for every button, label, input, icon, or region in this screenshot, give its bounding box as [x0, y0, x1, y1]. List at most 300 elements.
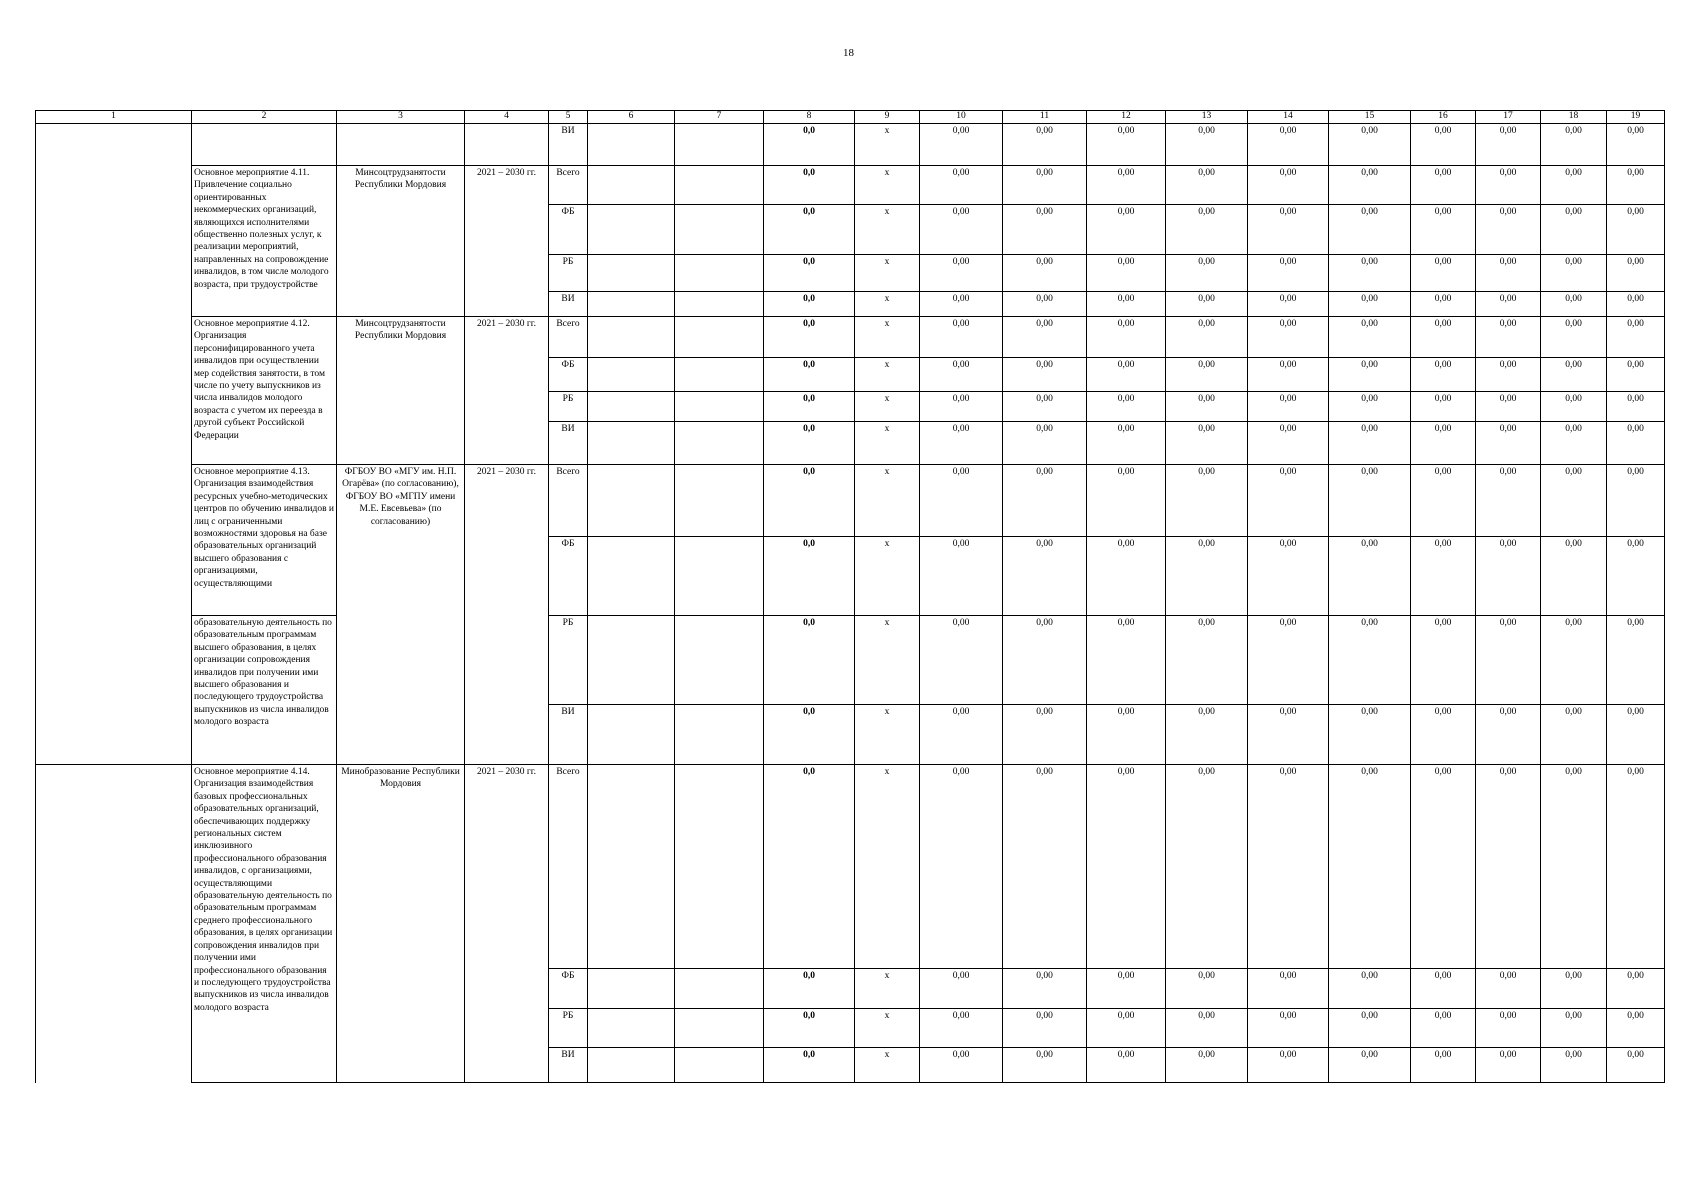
- source-cell: Всего: [549, 765, 588, 969]
- executor-cell: [337, 124, 465, 166]
- value-cell: 0,0: [764, 705, 855, 765]
- empty-cell: [588, 1048, 675, 1083]
- value-cell: 0,00: [920, 537, 1003, 616]
- value-cell: 0,00: [1541, 392, 1607, 422]
- value-cell: 0,0: [764, 292, 855, 317]
- value-cell: 0,00: [1411, 166, 1476, 205]
- value-cell: 0,00: [920, 1048, 1003, 1083]
- value-cell: 0,00: [1087, 616, 1166, 705]
- empty-cell: [675, 705, 764, 765]
- source-cell: РБ: [549, 392, 588, 422]
- value-cell: 0,0: [764, 255, 855, 292]
- value-cell: 0,0: [764, 765, 855, 969]
- header-row: [36, 111, 1665, 124]
- value-cell: х: [855, 317, 920, 358]
- value-cell: 0,00: [1541, 705, 1607, 765]
- value-cell: 0,00: [1541, 358, 1607, 392]
- value-cell: 0,00: [1248, 765, 1329, 969]
- table-row: [36, 166, 1665, 205]
- value-cell: 0,00: [1607, 765, 1665, 969]
- empty-cell: [588, 465, 675, 537]
- value-cell: 0,00: [1329, 465, 1411, 537]
- value-cell: 0,00: [1087, 292, 1166, 317]
- value-cell: 0,00: [1607, 705, 1665, 765]
- value-cell: 0,00: [1087, 537, 1166, 616]
- column1-cell: [36, 765, 192, 1083]
- value-cell: 0,00: [1166, 166, 1248, 205]
- header-cell: 16: [1411, 111, 1476, 124]
- value-cell: 0,00: [1411, 392, 1476, 422]
- value-cell: 0,00: [1329, 705, 1411, 765]
- value-cell: х: [855, 166, 920, 205]
- value-cell: 0,00: [1476, 465, 1541, 537]
- header-cell: 18: [1541, 111, 1607, 124]
- value-cell: 0,00: [1476, 205, 1541, 255]
- header-cell: 10: [920, 111, 1003, 124]
- value-cell: 0,00: [1087, 1048, 1166, 1083]
- value-cell: 0,00: [1411, 465, 1476, 537]
- value-cell: 0,0: [764, 317, 855, 358]
- value-cell: 0,00: [1329, 205, 1411, 255]
- value-cell: 0,00: [1087, 969, 1166, 1009]
- period-cell: 2021 – 2030 гг.: [465, 765, 549, 1083]
- value-cell: 0,00: [1248, 705, 1329, 765]
- value-cell: 0,0: [764, 465, 855, 537]
- empty-cell: [675, 969, 764, 1009]
- value-cell: 0,00: [1003, 255, 1087, 292]
- source-cell: ФБ: [549, 205, 588, 255]
- value-cell: 0,00: [1329, 358, 1411, 392]
- source-cell: ВИ: [549, 292, 588, 317]
- empty-cell: [588, 1009, 675, 1048]
- value-cell: 0,00: [1476, 292, 1541, 317]
- value-cell: х: [855, 969, 920, 1009]
- value-cell: 0,00: [1248, 422, 1329, 465]
- value-cell: 0,00: [1329, 292, 1411, 317]
- value-cell: 0,00: [920, 255, 1003, 292]
- value-cell: 0,00: [1166, 765, 1248, 969]
- empty-cell: [675, 422, 764, 465]
- empty-cell: [588, 292, 675, 317]
- value-cell: 0,00: [1541, 317, 1607, 358]
- empty-cell: [588, 317, 675, 358]
- empty-cell: [675, 292, 764, 317]
- value-cell: 0,00: [1541, 205, 1607, 255]
- value-cell: 0,00: [1248, 1048, 1329, 1083]
- value-cell: 0,00: [1087, 205, 1166, 255]
- budget-table: [35, 110, 1665, 1083]
- empty-cell: [588, 392, 675, 422]
- value-cell: 0,0: [764, 537, 855, 616]
- value-cell: 0,00: [1541, 1009, 1607, 1048]
- page-number: 18: [843, 47, 854, 59]
- header-cell: 4: [465, 111, 549, 124]
- empty-cell: [675, 1009, 764, 1048]
- value-cell: х: [855, 422, 920, 465]
- value-cell: 0,00: [1166, 422, 1248, 465]
- value-cell: 0,00: [1476, 537, 1541, 616]
- value-cell: 0,00: [1607, 255, 1665, 292]
- value-cell: 0,00: [920, 705, 1003, 765]
- measure-name-cell: Основное мероприятие 4.14. Организация взаимодействия базовых профессиональных образовательных организаций, обеспечивающих поддержку региональных систем инклюзивного профессионального образования инвалидов, с организациями, осуществляющими образовательную деятельность по образовательным программам среднего профессионального образования, в целях организации сопровождения инвалидов при получении ими профессионального образования и последующего трудоустройства выпускников из числа инвалидов молодого возраста: [192, 765, 337, 1083]
- source-cell: Всего: [549, 317, 588, 358]
- period-cell: 2021 – 2030 гг.: [465, 317, 549, 465]
- value-cell: 0,00: [1476, 765, 1541, 969]
- value-cell: 0,00: [1476, 422, 1541, 465]
- header-cell: 7: [675, 111, 764, 124]
- value-cell: 0,00: [1329, 1048, 1411, 1083]
- value-cell: 0,00: [1476, 166, 1541, 205]
- value-cell: 0,00: [1248, 255, 1329, 292]
- source-cell: ФБ: [549, 969, 588, 1009]
- value-cell: 0,00: [1003, 124, 1087, 166]
- value-cell: 0,00: [1087, 317, 1166, 358]
- value-cell: 0,0: [764, 166, 855, 205]
- value-cell: 0,00: [1087, 166, 1166, 205]
- value-cell: 0,00: [1248, 537, 1329, 616]
- empty-cell: [588, 616, 675, 705]
- value-cell: 0,00: [1476, 255, 1541, 292]
- value-cell: 0,00: [920, 465, 1003, 537]
- value-cell: 0,00: [1248, 166, 1329, 205]
- value-cell: х: [855, 537, 920, 616]
- empty-cell: [675, 616, 764, 705]
- source-cell: ВИ: [549, 705, 588, 765]
- value-cell: 0,00: [920, 292, 1003, 317]
- empty-cell: [588, 765, 675, 969]
- value-cell: 0,00: [1003, 616, 1087, 705]
- value-cell: 0,00: [1607, 1048, 1665, 1083]
- empty-cell: [675, 166, 764, 205]
- empty-cell: [675, 537, 764, 616]
- value-cell: 0,00: [920, 422, 1003, 465]
- value-cell: 0,00: [1329, 317, 1411, 358]
- value-cell: 0,00: [1087, 1009, 1166, 1048]
- value-cell: 0,00: [1003, 465, 1087, 537]
- measure-name-cell: [192, 124, 337, 166]
- value-cell: 0,00: [1166, 1048, 1248, 1083]
- value-cell: х: [855, 465, 920, 537]
- empty-cell: [588, 255, 675, 292]
- value-cell: 0,00: [1541, 124, 1607, 166]
- value-cell: 0,00: [1003, 392, 1087, 422]
- value-cell: 0,00: [1607, 422, 1665, 465]
- measure-name-cell: Основное мероприятие 4.11. Привлечение социально ориентированных некоммерческих организаций, являющихся исполнителями общественно полезных услуг, к реализации мероприятий, направленных на сопровождение инвалидов, в том числе молодого возраста, при трудоустройстве: [192, 166, 337, 317]
- value-cell: 0,00: [1476, 705, 1541, 765]
- empty-cell: [675, 358, 764, 392]
- value-cell: х: [855, 358, 920, 392]
- period-cell: 2021 – 2030 гг.: [465, 166, 549, 317]
- value-cell: 0,00: [1248, 616, 1329, 705]
- value-cell: 0,00: [1087, 422, 1166, 465]
- value-cell: 0,00: [1541, 537, 1607, 616]
- value-cell: 0,00: [1329, 392, 1411, 422]
- value-cell: 0,00: [1329, 537, 1411, 616]
- value-cell: 0,00: [1003, 166, 1087, 205]
- empty-cell: [675, 392, 764, 422]
- measure-name-cell: Основное мероприятие 4.13. Организация взаимодействия ресурсных учебно-методических центров по обучению инвалидов и лиц с ограниченными возможностями здоровья на базе образовательных организаций высшего образования с организациями, осуществляющими: [192, 465, 337, 616]
- executor-cell: Минобразование Республики Мордовия: [337, 765, 465, 1083]
- empty-cell: [588, 422, 675, 465]
- value-cell: 0,00: [1003, 969, 1087, 1009]
- value-cell: 0,00: [1003, 205, 1087, 255]
- value-cell: 0,00: [1541, 616, 1607, 705]
- header-cell: 17: [1476, 111, 1541, 124]
- header-cell: 12: [1087, 111, 1166, 124]
- value-cell: 0,00: [1166, 616, 1248, 705]
- value-cell: 0,00: [1411, 969, 1476, 1009]
- empty-cell: [675, 255, 764, 292]
- value-cell: 0,00: [1541, 292, 1607, 317]
- value-cell: 0,00: [1541, 465, 1607, 537]
- value-cell: х: [855, 1009, 920, 1048]
- empty-cell: [588, 124, 675, 166]
- value-cell: 0,00: [1476, 969, 1541, 1009]
- value-cell: х: [855, 705, 920, 765]
- value-cell: 0,00: [1003, 422, 1087, 465]
- value-cell: 0,00: [1329, 1009, 1411, 1048]
- value-cell: 0,00: [1607, 1009, 1665, 1048]
- executor-cell: ФГБОУ ВО «МГУ им. Н.П. Огарёва» (по согласованию), ФГБОУ ВО «МГПУ имени М.Е. Евсевьева» (по согласованию): [337, 465, 465, 765]
- value-cell: 0,00: [1329, 616, 1411, 705]
- table-row: [36, 465, 1665, 537]
- value-cell: х: [855, 392, 920, 422]
- value-cell: 0,00: [1411, 422, 1476, 465]
- empty-cell: [675, 765, 764, 969]
- table-row: [36, 616, 1665, 705]
- value-cell: 0,00: [1329, 124, 1411, 166]
- value-cell: 0,00: [1248, 392, 1329, 422]
- value-cell: 0,00: [1411, 292, 1476, 317]
- value-cell: 0,00: [1411, 616, 1476, 705]
- value-cell: 0,00: [920, 1009, 1003, 1048]
- value-cell: 0,00: [1248, 292, 1329, 317]
- value-cell: 0,00: [1476, 358, 1541, 392]
- value-cell: 0,00: [1166, 537, 1248, 616]
- value-cell: 0,0: [764, 358, 855, 392]
- column1-cell: [36, 124, 192, 765]
- value-cell: 0,00: [1248, 1009, 1329, 1048]
- header-cell: 13: [1166, 111, 1248, 124]
- value-cell: 0,00: [920, 166, 1003, 205]
- value-cell: 0,00: [1087, 705, 1166, 765]
- table-row: [36, 765, 1665, 969]
- value-cell: 0,0: [764, 1048, 855, 1083]
- value-cell: х: [855, 292, 920, 317]
- empty-cell: [588, 205, 675, 255]
- source-cell: ВИ: [549, 1048, 588, 1083]
- value-cell: х: [855, 205, 920, 255]
- header-cell: 15: [1329, 111, 1411, 124]
- source-cell: ВИ: [549, 422, 588, 465]
- value-cell: 0,00: [1003, 537, 1087, 616]
- source-cell: ФБ: [549, 358, 588, 392]
- value-cell: 0,00: [1541, 969, 1607, 1009]
- value-cell: 0,00: [1411, 317, 1476, 358]
- header-cell: 9: [855, 111, 920, 124]
- value-cell: 0,00: [1003, 1009, 1087, 1048]
- value-cell: 0,00: [1329, 166, 1411, 205]
- header-cell: 8: [764, 111, 855, 124]
- source-cell: РБ: [549, 1009, 588, 1048]
- value-cell: 0,00: [920, 765, 1003, 969]
- value-cell: 0,00: [1248, 124, 1329, 166]
- value-cell: х: [855, 616, 920, 705]
- measure-name-cell: образовательную деятельность по образовательным программам высшего образования, в целях организации сопровождения инвалидов при получении ими высшего образования и последующего трудоустройства выпускников из числа инвалидов молодого возраста: [192, 616, 337, 765]
- value-cell: х: [855, 1048, 920, 1083]
- table-row: [36, 124, 1665, 166]
- value-cell: 0,00: [1476, 1009, 1541, 1048]
- value-cell: 0,00: [1329, 422, 1411, 465]
- value-cell: 0,00: [1411, 124, 1476, 166]
- value-cell: 0,00: [1411, 537, 1476, 616]
- value-cell: 0,00: [1166, 205, 1248, 255]
- period-cell: [465, 124, 549, 166]
- value-cell: 0,00: [1003, 765, 1087, 969]
- value-cell: 0,00: [1411, 255, 1476, 292]
- value-cell: 0,00: [1166, 392, 1248, 422]
- value-cell: 0,0: [764, 616, 855, 705]
- value-cell: х: [855, 255, 920, 292]
- value-cell: 0,00: [1166, 705, 1248, 765]
- value-cell: 0,00: [1541, 422, 1607, 465]
- empty-cell: [675, 465, 764, 537]
- value-cell: 0,00: [1329, 969, 1411, 1009]
- value-cell: 0,00: [1248, 317, 1329, 358]
- value-cell: 0,0: [764, 422, 855, 465]
- value-cell: 0,00: [1476, 616, 1541, 705]
- empty-cell: [675, 124, 764, 166]
- source-cell: РБ: [549, 616, 588, 705]
- header-cell: 3: [337, 111, 465, 124]
- value-cell: 0,00: [920, 969, 1003, 1009]
- source-cell: ВИ: [549, 124, 588, 166]
- source-cell: Всего: [549, 465, 588, 537]
- empty-cell: [588, 969, 675, 1009]
- value-cell: 0,00: [1411, 1009, 1476, 1048]
- value-cell: 0,00: [1166, 465, 1248, 537]
- value-cell: 0,00: [1248, 465, 1329, 537]
- value-cell: 0,00: [1248, 358, 1329, 392]
- value-cell: 0,00: [1248, 205, 1329, 255]
- value-cell: 0,00: [1003, 1048, 1087, 1083]
- value-cell: 0,00: [1166, 317, 1248, 358]
- value-cell: 0,00: [1166, 358, 1248, 392]
- value-cell: 0,00: [1003, 705, 1087, 765]
- header-cell: 14: [1248, 111, 1329, 124]
- value-cell: 0,00: [1087, 255, 1166, 292]
- value-cell: 0,00: [1087, 358, 1166, 392]
- value-cell: 0,00: [1329, 255, 1411, 292]
- value-cell: 0,00: [1166, 969, 1248, 1009]
- value-cell: 0,00: [1541, 166, 1607, 205]
- value-cell: 0,00: [1411, 358, 1476, 392]
- executor-cell: Минсоцтрудзанятости Республики Мордовия: [337, 317, 465, 465]
- value-cell: 0,00: [1411, 205, 1476, 255]
- value-cell: 0,0: [764, 1009, 855, 1048]
- value-cell: х: [855, 765, 920, 969]
- value-cell: 0,00: [1607, 969, 1665, 1009]
- header-cell: 11: [1003, 111, 1087, 124]
- empty-cell: [675, 205, 764, 255]
- value-cell: х: [855, 124, 920, 166]
- value-cell: 0,00: [1476, 317, 1541, 358]
- value-cell: 0,0: [764, 392, 855, 422]
- value-cell: 0,00: [1087, 392, 1166, 422]
- value-cell: 0,00: [1248, 969, 1329, 1009]
- value-cell: 0,00: [1541, 255, 1607, 292]
- value-cell: 0,00: [1607, 616, 1665, 705]
- value-cell: 0,00: [1166, 124, 1248, 166]
- header-cell: 1: [36, 111, 192, 124]
- value-cell: 0,0: [764, 205, 855, 255]
- value-cell: 0,0: [764, 969, 855, 1009]
- value-cell: 0,00: [920, 124, 1003, 166]
- value-cell: 0,00: [1607, 317, 1665, 358]
- value-cell: 0,0: [764, 124, 855, 166]
- value-cell: 0,00: [1166, 255, 1248, 292]
- executor-cell: Минсоцтрудзанятости Республики Мордовия: [337, 166, 465, 317]
- value-cell: 0,00: [1329, 765, 1411, 969]
- value-cell: 0,00: [1607, 537, 1665, 616]
- header-cell: 19: [1607, 111, 1665, 124]
- value-cell: 0,00: [920, 392, 1003, 422]
- value-cell: 0,00: [1087, 765, 1166, 969]
- source-cell: Всего: [549, 166, 588, 205]
- empty-cell: [588, 166, 675, 205]
- value-cell: 0,00: [1607, 166, 1665, 205]
- table-row: [36, 317, 1665, 358]
- header-cell: 2: [192, 111, 337, 124]
- value-cell: 0,00: [1003, 292, 1087, 317]
- value-cell: 0,00: [1411, 1048, 1476, 1083]
- value-cell: 0,00: [1411, 705, 1476, 765]
- empty-cell: [675, 317, 764, 358]
- value-cell: 0,00: [1003, 358, 1087, 392]
- value-cell: 0,00: [1607, 292, 1665, 317]
- value-cell: 0,00: [920, 358, 1003, 392]
- measure-name-cell: Основное мероприятие 4.12. Организация персонифицированного учета инвалидов при осуществлении мер содействия занятости, в том числе по учету выпускников из числа инвалидов молодого возраста с учетом их переезда в другой субъект Российской Федерации: [192, 317, 337, 465]
- value-cell: 0,00: [1087, 124, 1166, 166]
- empty-cell: [675, 1048, 764, 1083]
- value-cell: 0,00: [1411, 765, 1476, 969]
- value-cell: 0,00: [1166, 292, 1248, 317]
- value-cell: 0,00: [920, 205, 1003, 255]
- value-cell: 0,00: [1607, 465, 1665, 537]
- empty-cell: [588, 537, 675, 616]
- value-cell: 0,00: [920, 616, 1003, 705]
- value-cell: 0,00: [1607, 392, 1665, 422]
- value-cell: 0,00: [1607, 205, 1665, 255]
- period-cell: 2021 – 2030 гг.: [465, 465, 549, 765]
- value-cell: 0,00: [1607, 358, 1665, 392]
- value-cell: 0,00: [1166, 1009, 1248, 1048]
- value-cell: 0,00: [1476, 124, 1541, 166]
- value-cell: 0,00: [1476, 392, 1541, 422]
- empty-cell: [588, 358, 675, 392]
- value-cell: 0,00: [1003, 317, 1087, 358]
- value-cell: 0,00: [1476, 1048, 1541, 1083]
- source-cell: РБ: [549, 255, 588, 292]
- value-cell: 0,00: [1541, 1048, 1607, 1083]
- header-cell: 6: [588, 111, 675, 124]
- value-cell: 0,00: [1607, 124, 1665, 166]
- value-cell: 0,00: [1541, 765, 1607, 969]
- value-cell: 0,00: [920, 317, 1003, 358]
- source-cell: ФБ: [549, 537, 588, 616]
- empty-cell: [588, 705, 675, 765]
- header-cell: 5: [549, 111, 588, 124]
